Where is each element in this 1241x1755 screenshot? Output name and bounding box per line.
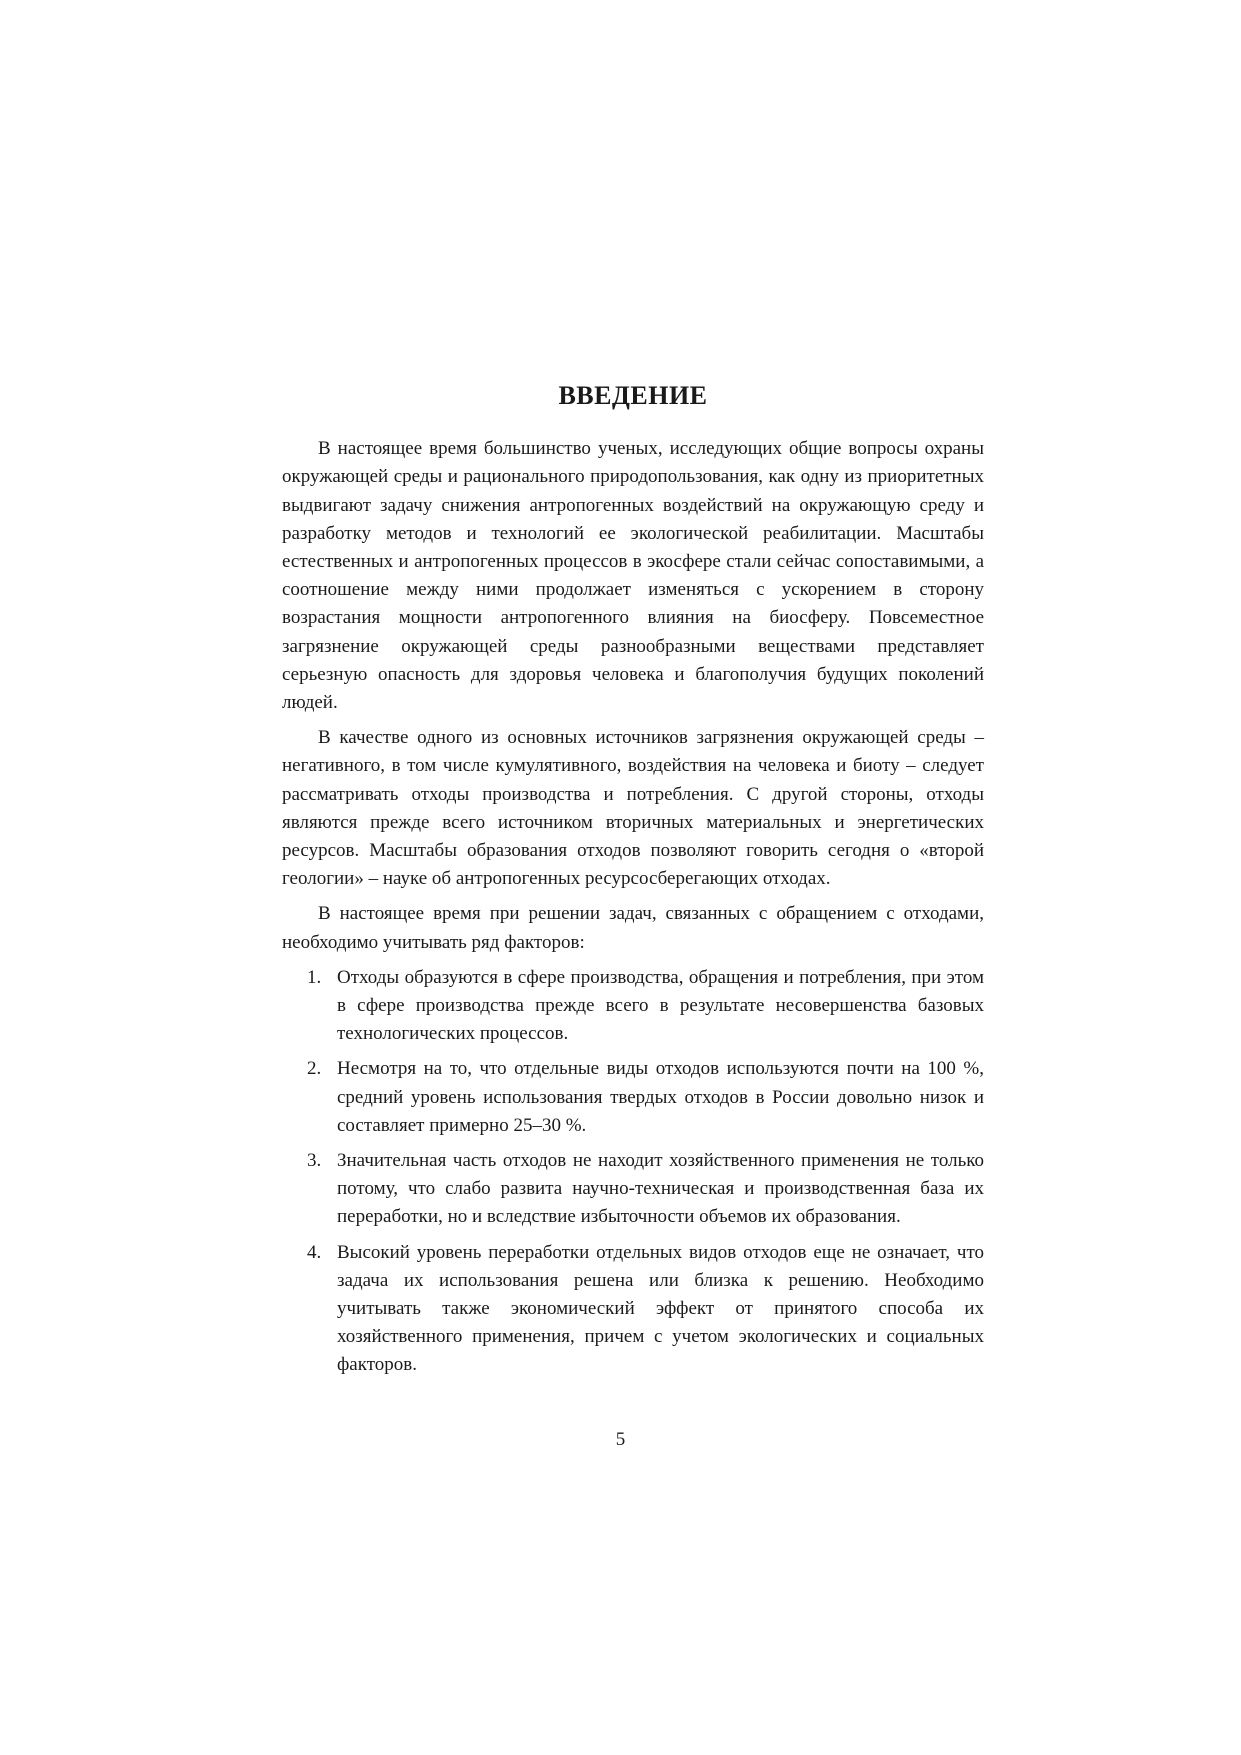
paragraph: В настоящее время при решении задач, связанных с обращением с отходами, необходимо учитывать ряд факторов:	[282, 903, 984, 953]
paragraph: В настоящее время большинство ученых, исследующих общие вопросы охраны окружающей среды и рационального природопользования, как одну из приоритетных выдвигают задачу снижения антропогенных воздействий на окружающую среду и разработку методов и технологий ее экологической реабилитации. Масштабы естественных и антропогенных процессов в экосфере стали сейчас сопоставимыми, а соотношение между ними продолжает изменяться с ускорением в сторону возрастания мощности антропогенного влияния на биосферу. Повсеместное загрязнение окружающей среды разнообразными веществами представляет серьезную опасность для здоровья человека и благополучия будущих поколений людей.	[282, 438, 984, 714]
list-item-number: 2.	[307, 1058, 322, 1080]
list-item-number: 1.	[307, 966, 322, 988]
list-item-number: 4.	[307, 1241, 322, 1263]
list-item	[282, 1147, 984, 1232]
page-number: 5	[615, 1429, 626, 1450]
list-item-text: Значительная часть отходов не находит хозяйственного применения не только потому, что слабо развита научно-техническая и производственная база их переработки, но и вследствие избыточности объемов их образования.	[337, 1150, 984, 1228]
factors-list	[282, 964, 984, 1380]
list-item-text: Отходы образуются в сфере производства, обращения и потребления, при этом в сфере производства прежде всего в результате несовершенства базовых технологических процессов.	[337, 966, 984, 1045]
list-item-text: Несмотря на то, что отдельные виды отходов используются почти на 100 %, средний уровень использования твердых отходов в России довольно низок и составляет примерно 25–30 %.	[337, 1058, 984, 1136]
list-item	[282, 964, 984, 1049]
list-item-text: Высокий уровень переработки отдельных видов отходов еще не означает, что задача их использования решена или близка к решению. Необходимо учитывать также экономический эффект от принятого способа их хозяйственного применения, причем с учетом экологических и социальных факторов.	[337, 1241, 984, 1376]
chapter-heading: ВВЕДЕНИЕ	[558, 381, 708, 410]
paragraph: В качестве одного из основных источников загрязнения окружающей среды – негативного, в том числе кумулятивного, воздействия на человека и биоту – следует рассматривать отходы производства и потребления. С другой стороны, отходы являются прежде всего источником вторичных материальных и энергетических ресурсов. Масштабы образования отходов позволяют говорить сегодня о «второй геологии» – науке об антропогенных ресурсосберегающих отходах.	[282, 727, 984, 890]
list-item	[282, 1239, 984, 1380]
list-item-number: 3.	[307, 1150, 322, 1172]
page-content	[282, 380, 984, 1387]
list-item	[282, 1055, 984, 1140]
